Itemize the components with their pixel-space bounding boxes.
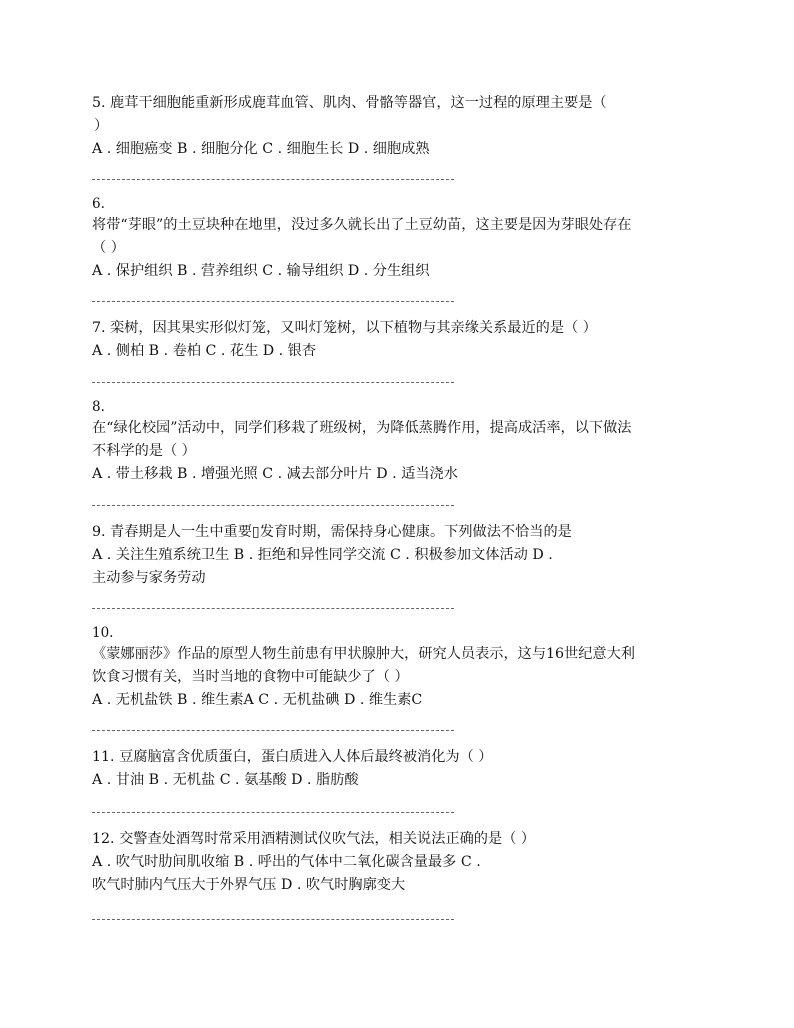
question-10-stem-line-1: 《蒙娜丽莎》作品的原型人物生前患有甲状腺肿大，研究人员表示，这与16世纪意大利: [92, 646, 635, 662]
question-7: [92, 317, 702, 393]
question-divider: [92, 179, 454, 190]
question-6-options: A . 保护组织 B . 营养组织 C . 输导组织 D . 分生组织: [92, 263, 430, 279]
question-divider: [92, 505, 454, 516]
question-8-stem-line-2: 不科学的是（ ）: [92, 443, 196, 459]
question-5-stem-line-2: ）: [94, 118, 109, 134]
question-9: [92, 521, 702, 619]
question-5-stem-line-1: 5. 鹿茸干细胞能重新形成鹿茸血管、肌肉、骨骼等器官，这一过程的原理主要是（: [92, 95, 607, 111]
question-7-options: A . 侧柏 B . 卷柏 C . 花生 D . 银杏: [92, 343, 317, 359]
question-10-options: A . 无机盐铁 B . 维生素A C . 无机盐碘 D . 维生素C: [92, 692, 423, 708]
question-12-stem: 12. 交警查处酒驾时常采用酒精测试仪吹气法，相关说法正确的是（ ）: [92, 831, 536, 847]
question-10-stem-line-2: 饮食习惯有关，当时当地的食物中可能缺少了（ ）: [92, 669, 409, 685]
question-8-stem-line-1: 在“绿化校园”活动中，同学们移栽了班级树，为降低蒸腾作用，提高成活率，以下做法: [92, 420, 632, 436]
question-6-number: 6.: [92, 196, 105, 212]
question-12: [92, 828, 702, 930]
question-10: [92, 624, 702, 741]
question-9-options-line-2: 主动参与家务劳动: [92, 570, 206, 586]
document-page: [92, 92, 702, 935]
question-11-stem: 11. 豆腐脑富含优质蛋白，蛋白质进入人体后最终被消化为（ ）: [92, 749, 493, 765]
question-divider: [92, 301, 454, 312]
question-9-options-line-1: A . 关注生殖系统卫生 B . 拒绝和异性同学交流 C . 积极参加文体活动 D .: [92, 547, 553, 563]
question-divider: [92, 812, 454, 823]
question-12-options-line-2: 吹气时肺内气压大于外界气压 D . 吹气时胸廓变大: [92, 877, 406, 893]
question-6: [92, 195, 702, 312]
question-divider: [92, 730, 454, 741]
question-11: [92, 746, 702, 823]
question-7-stem: 7. 栾树，因其果实形似灯笼，又叫灯笼树，以下植物与其亲缘关系最近的是（ ）: [92, 320, 597, 336]
question-6-stem-line-2: （ ）: [92, 240, 125, 256]
question-6-stem-line-1: 将带“芽眼”的土豆块种在地里，没过多久就长出了土豆幼苗，这主要是因为芽眼处存在: [92, 217, 632, 233]
question-5-options: A . 细胞癌变 B . 细胞分化 C . 细胞生长 D . 细胞成熟: [92, 141, 430, 157]
question-9-stem: 9. 青春期是人一生中重要▯发育时期，需保持身心健康。下列做法不恰当的是: [92, 524, 572, 540]
question-divider: [92, 382, 454, 393]
question-8: [92, 398, 702, 516]
question-5: [92, 92, 702, 190]
question-12-options-line-1: A . 吹气时肋间肌收缩 B . 呼出的气体中二氧化碳含量最多 C .: [92, 854, 481, 870]
question-10-number: 10.: [92, 625, 114, 641]
question-divider: [92, 608, 454, 619]
question-11-options: A . 甘油 B . 无机盐 C . 氨基酸 D . 脂肪酸: [92, 772, 359, 788]
question-8-options: A . 带土移栽 B . 增强光照 C . 减去部分叶片 D . 适当浇水: [92, 466, 458, 482]
question-8-number: 8.: [92, 399, 105, 415]
question-divider: [92, 919, 454, 930]
